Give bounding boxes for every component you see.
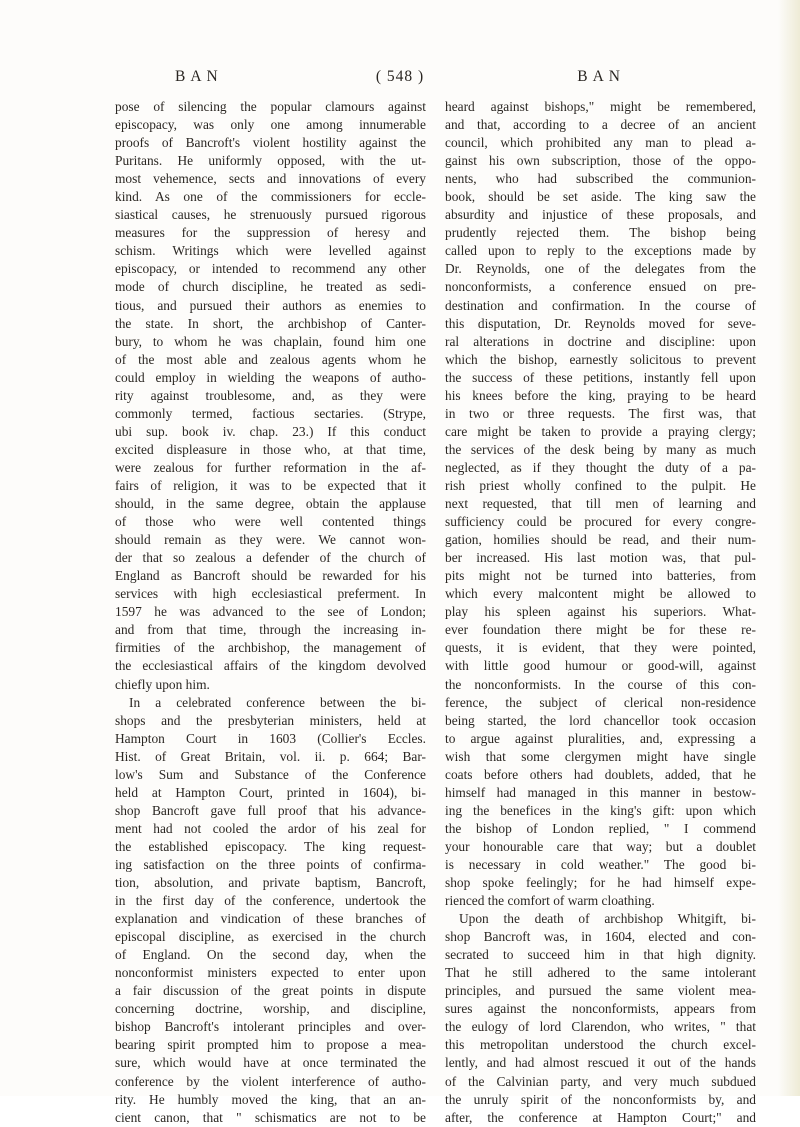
text-line: neglected, as if they thought the duty of a pa- — [445, 459, 756, 475]
text-line: mode of church discipline, he treated as sedi- — [115, 279, 426, 295]
text-line: after, the conference at Hampton Court;" and — [445, 1109, 756, 1125]
text-line: shop spoke feelingly; for he had himself expe- — [445, 875, 756, 891]
text-line: der that so zealous a defender of the church of — [115, 550, 426, 566]
text-line: ing satisfaction on the three points of confirma- — [115, 856, 426, 872]
text-line: Upon the death of archbishop Whitgift, bi- — [459, 911, 756, 927]
text-line: this metropolitan understood the church excel- — [445, 1037, 756, 1053]
text-line: episcopacy, or intended to recommend any other — [115, 261, 426, 277]
text-line: which the bishop, earnestly solicitous to prevent — [445, 351, 756, 367]
page-edge-stain — [778, 0, 800, 1096]
text-line: rish priest wholly confined to the pulpit. He — [445, 477, 756, 493]
text-line: with little good humour or good-will, against — [445, 658, 756, 674]
text-line: shop Bancroft was, in 1604, elected and con- — [445, 929, 756, 945]
running-header — [175, 68, 625, 92]
text-line: lently, and had almost rescued it out of the hands — [445, 1055, 756, 1071]
text-line: shops and the presbyterian ministers, held at — [115, 712, 426, 728]
text-line: should, in the same degree, obtain the applause — [115, 496, 426, 512]
text-line: care might be taken to provide a praying clergy; — [445, 423, 756, 439]
text-line: episcopacy, was only one among innumerable — [115, 117, 426, 133]
left-text-column — [115, 98, 426, 1127]
text-line: is necessary in cold weather." The good bi- — [445, 856, 756, 872]
text-line: fairs of religion, it was to be expected that it — [115, 477, 426, 493]
text-line: being started, the lord chancellor took occasion — [445, 712, 756, 728]
text-line: Puritans. He uniformly opposed, with the ut- — [115, 153, 426, 169]
text-line: Hampton Court in 1603 (Collier's Eccles. — [115, 730, 426, 746]
text-line: explanation and vindication of these branches of — [115, 911, 426, 927]
text-line: nonconformist ministers expected to enter upon — [115, 965, 426, 981]
text-line: That he still adhered to the same intolerant — [445, 965, 756, 981]
text-line: tion, absolution, and private baptism, Bancroft, — [115, 875, 426, 891]
text-line: concerning doctrine, worship, and discipline, — [115, 1001, 426, 1017]
text-line: bury, to whom he was chaplain, found him one — [115, 333, 426, 349]
text-line: rienced the comfort of warm cloathing. — [445, 893, 655, 909]
text-line: absurdity and injustice of these proposals, and — [445, 207, 756, 223]
text-line: England as Bancroft should be rewarded for his — [115, 568, 426, 584]
text-line: play his spleen against his superiors. What- — [445, 604, 756, 620]
text-line: cient canon, that " schismatics are not to be — [115, 1109, 426, 1125]
text-line: shop Bancroft gave full proof that his advance- — [115, 802, 426, 818]
text-line: the eulogy of lord Clarendon, who writes, " that — [445, 1019, 756, 1035]
text-line: the established episcopacy. The king request- — [115, 838, 426, 854]
text-line: of those who were well contented things — [115, 514, 426, 530]
text-line: ubi sup. book iv. chap. 23.) If this conduct — [115, 423, 426, 439]
text-line: which every malcontent might be allowed to — [445, 586, 756, 602]
text-line: sures against the nonconformists, appears from — [445, 1001, 756, 1017]
text-line: of the Calvinian party, and very much subdued — [445, 1073, 756, 1089]
text-line: ral alterations in doctrine and discipline: upon — [445, 333, 756, 349]
text-line: council, which prohibited any man to plead a- — [445, 135, 756, 151]
text-line: most vehemence, sects and innovations of every — [115, 171, 426, 187]
text-line: held at Hampton Court, printed in 1604), bi- — [115, 784, 426, 800]
text-line: your honourable care that way; but a doublet — [445, 838, 756, 854]
text-line: heard against bishops," might be remembered, — [445, 99, 756, 114]
text-line: called upon to reply to the exceptions made by — [445, 243, 756, 259]
text-line: kind. As one of the commissioners for eccle- — [115, 189, 426, 205]
text-line: 1597 he was advanced to the see of London; — [115, 604, 426, 620]
text-line: bishop Bancroft's intolerant principles and over- — [115, 1019, 426, 1035]
text-line: next requested, that till men of learning and — [445, 496, 756, 512]
text-line: services with high ecclesiastical preferment. In — [115, 586, 426, 602]
text-line: the state. In short, the archbishop of Canter- — [115, 315, 426, 331]
text-line: firmities of the archbishop, the management of — [115, 640, 426, 656]
text-line: ment had not cooled the ardor of his zeal for — [115, 820, 426, 836]
text-line: siastical causes, he strenuously pursued rigorous — [115, 207, 426, 223]
text-line: gainst his own subscription, those of the oppo- — [445, 153, 756, 169]
text-line: nonconformists, a conference ensued on pre- — [445, 279, 756, 295]
text-line: his knees before the king, praying to be heard — [445, 387, 756, 403]
text-line: tious, and pursued their authors as enemies to — [115, 297, 426, 313]
text-line: were zealous for further reformation in the af- — [115, 459, 426, 475]
text-line: rity. He humbly moved the king, that an an- — [115, 1091, 426, 1107]
text-line: quests, it is evident, that they were pointed, — [445, 640, 756, 656]
text-line: book, should be set aside. The king saw the — [445, 189, 756, 205]
text-line: bearing spirit prompted him to propose a mea- — [115, 1037, 426, 1053]
text-line: episcopal discipline, as exercised in the church — [115, 929, 426, 945]
text-line: the success of these petitions, instantly fell upon — [445, 369, 756, 385]
text-line: coats before others had doublets, added, that he — [445, 766, 756, 782]
text-line: the nonconformists. In the course of this con- — [445, 676, 756, 692]
text-line: nents, who had subscribed the communion- — [445, 171, 756, 187]
text-line: himself had managed in this manner in bestow- — [445, 784, 756, 800]
text-line: the bishop of London replied, " I commend — [445, 820, 756, 836]
text-line: the unruly spirit of the nonconformists by, and — [445, 1091, 756, 1107]
text-line: the ecclesiastical affairs of the kingdom devolved — [115, 658, 426, 674]
text-line: this disputation, Dr. Reynolds moved for seve- — [445, 315, 756, 331]
text-line: to argue against pluralities, and, expressing a — [445, 730, 756, 746]
text-line: ever foundation there might be for these re- — [445, 622, 756, 638]
text-line: commonly termed, factious sectaries. (Strype, — [115, 405, 426, 421]
text-line: conference by the violent interference of autho- — [115, 1073, 426, 1089]
text-line: should remain as they were. We cannot won- — [115, 532, 426, 548]
text-line: principles, and pursued the same violent mea- — [445, 983, 756, 999]
text-line: and that, according to a decree of an ancient — [445, 117, 756, 133]
text-line: of the most able and zealous agents whom he — [115, 351, 426, 367]
text-line: measures for the suppression of heresy and — [115, 225, 426, 241]
text-line: prudently rejected them. The bishop being — [445, 225, 756, 241]
text-line: ing the benefices in the king's gift: upon which — [445, 802, 756, 818]
text-line: in the first day of the conference, undertook the — [115, 893, 426, 909]
text-line: In a celebrated conference between the bi- — [129, 694, 426, 710]
text-line: ber increased. His last motion was, that pul- — [445, 550, 756, 566]
text-line: destination and confirmation. In the course of — [445, 297, 756, 313]
text-line: gation, homilies should be read, and their num- — [445, 532, 756, 548]
text-line: sure, which would have at once terminated the — [115, 1055, 426, 1071]
text-line: pose of silencing the popular clamours against — [115, 99, 426, 114]
text-line: wish that some clergymen might have single — [445, 748, 756, 764]
text-line: could employ in wielding the weapons of autho- — [115, 369, 426, 385]
text-line: secrated to succeed him in that high dignity. — [445, 947, 756, 963]
text-line: a fair discussion of the great points in dispute — [115, 983, 426, 999]
text-line: of England. On the second day, when the — [115, 947, 426, 963]
text-line: pits might not be turned into batteries, from — [445, 568, 756, 584]
text-line: rity against troublesome, and, as they were — [115, 387, 426, 403]
text-line: ference, the subject of clerical non-residence — [445, 694, 756, 710]
text-line: excited displeasure in those who, at that time, — [115, 441, 426, 457]
text-line: and from that time, through the increasing in- — [115, 622, 426, 638]
text-line: in two or three requests. The first was, that — [445, 405, 756, 421]
page-number: ( 548 ) — [375, 68, 425, 85]
text-line: the services of the desk being by many as much — [445, 441, 756, 457]
header-left-word: BAN — [175, 68, 223, 85]
header-right-word: BAN — [577, 68, 625, 85]
text-line: Hist. of Great Britain, vol. ii. p. 664; Bar- — [115, 748, 426, 764]
text-line: Dr. Reynolds, one of the delegates from the — [445, 261, 756, 277]
text-line: sufficiency could be procured for every congre- — [445, 514, 756, 530]
right-text-column — [445, 98, 756, 1127]
text-line: proofs of Bancroft's violent hostility against the — [115, 135, 426, 151]
text-line: schism. Writings which were levelled against — [115, 243, 426, 259]
text-line: low's Sum and Substance of the Conference — [115, 766, 426, 782]
text-line: chiefly upon him. — [115, 676, 210, 692]
